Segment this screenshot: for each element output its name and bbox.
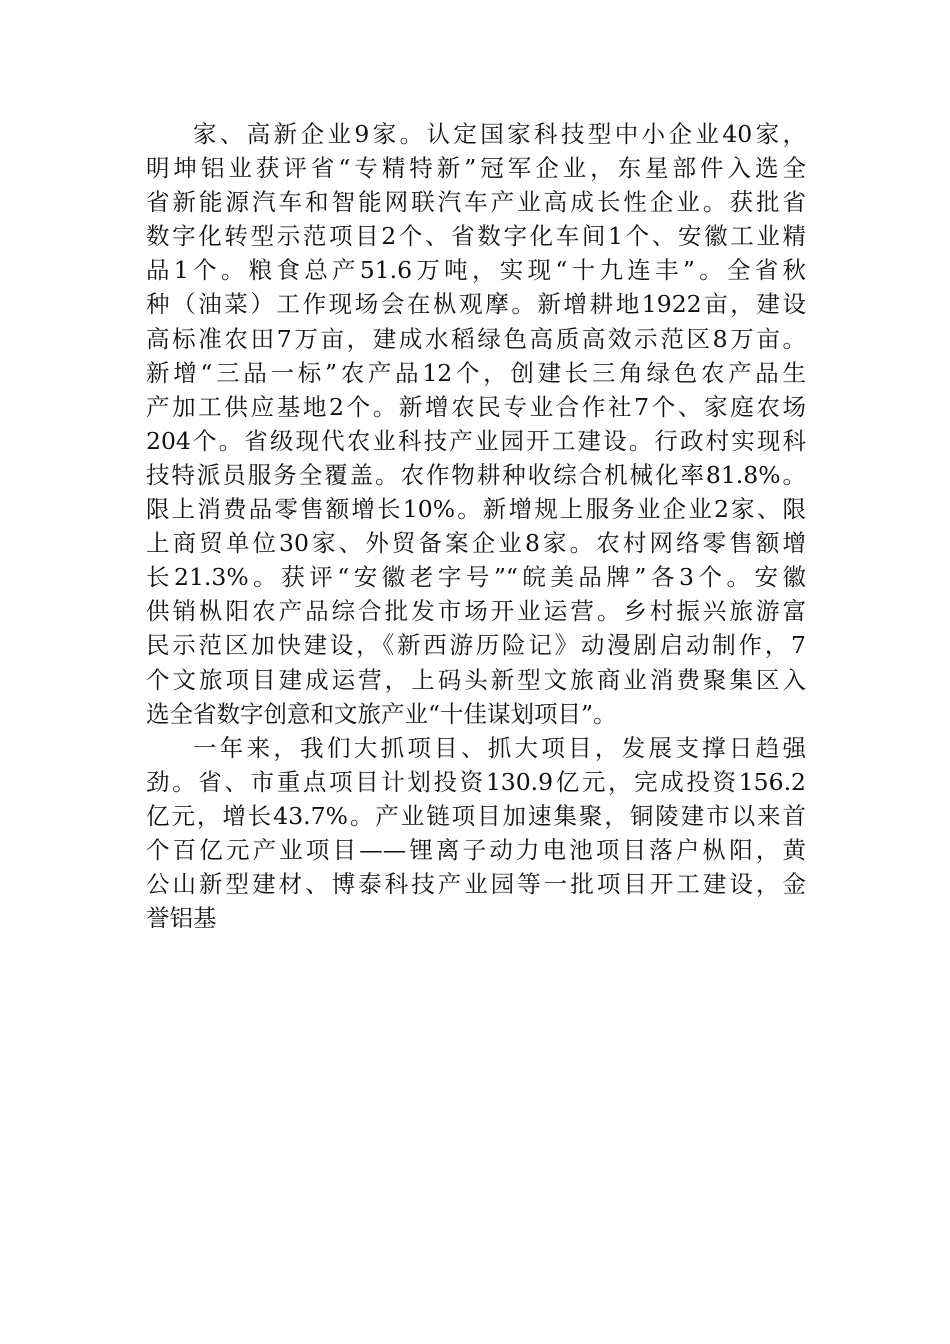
text-line: 亿元，增长43.7%。产业链项目加速集聚，铜陵建市以来首 [146,801,806,830]
document-body [146,117,806,935]
text-line: 种（油菜）工作现场会在枞观摩。新增耕地1922亩，建设 [146,290,806,319]
text-line: 个百亿元产业项目——锂离子动力电池项目落户枞阳，黄 [146,835,806,864]
text-line: 选全省数字创意和文旅产业“十佳谋划项目”。 [146,699,617,728]
text-line: 公山新型建材、博泰科技产业园等一批项目开工建设，金 [146,870,806,899]
text-line: 长21.3%。获评“安徽老字号”“皖美品牌”各3个。安徽 [146,563,806,592]
text-line: 技特派员服务全覆盖。农作物耕种收综合机械化率81.8%。 [146,460,806,489]
text-line: 产加工供应基地2个。新增农民专业合作社7个、家庭农场 [146,392,806,421]
text-line: 民示范区加快建设，《新西游历险记》动漫剧启动制作，7 [146,631,806,660]
text-line: 供销枞阳农产品综合批发市场开业运营。乡村振兴旅游富 [146,597,806,626]
text-line: 数字化转型示范项目2个、省数字化车间1个、安徽工业精 [146,222,806,251]
text-line: 上商贸单位30家、外贸备案企业8家。农村网络零售额增 [146,529,806,558]
text-line: 明坤铝业获评省“专精特新”冠军企业，东星部件入选全 [146,154,806,183]
text-line: 新增“三品一标”农产品12个，创建长三角绿色农产品生 [146,358,806,387]
text-line: 高标准农田7万亩，建成水稻绿色高质高效示范区8万亩。 [146,324,806,353]
text-line: 个文旅项目建成运营，上码头新型文旅商业消费聚集区入 [146,665,806,694]
text-line: 誉铝基 [146,904,217,933]
text-line: 品1个。粮食总产51.6万吨，实现“十九连丰”。全省秋 [146,256,806,285]
paragraph-2 [146,731,806,936]
text-line: 省新能源汽车和智能网联汽车产业高成长性企业。获批省 [146,188,806,217]
text-line: 一年来，我们大抓项目、抓大项目，发展支撑日趋强 [193,733,806,762]
text-line: 家、高新企业9家。认定国家科技型中小企业40家， [193,120,806,148]
text-line: 劲。省、市重点项目计划投资130.9亿元，完成投资156.2 [146,767,806,796]
text-line: 限上消费品零售额增长10%。新增规上服务业企业2家、限 [146,495,806,524]
paragraph-1 [146,117,806,731]
text-line: 204个。省级现代农业科技产业园开工建设。行政村实现科 [146,426,806,455]
